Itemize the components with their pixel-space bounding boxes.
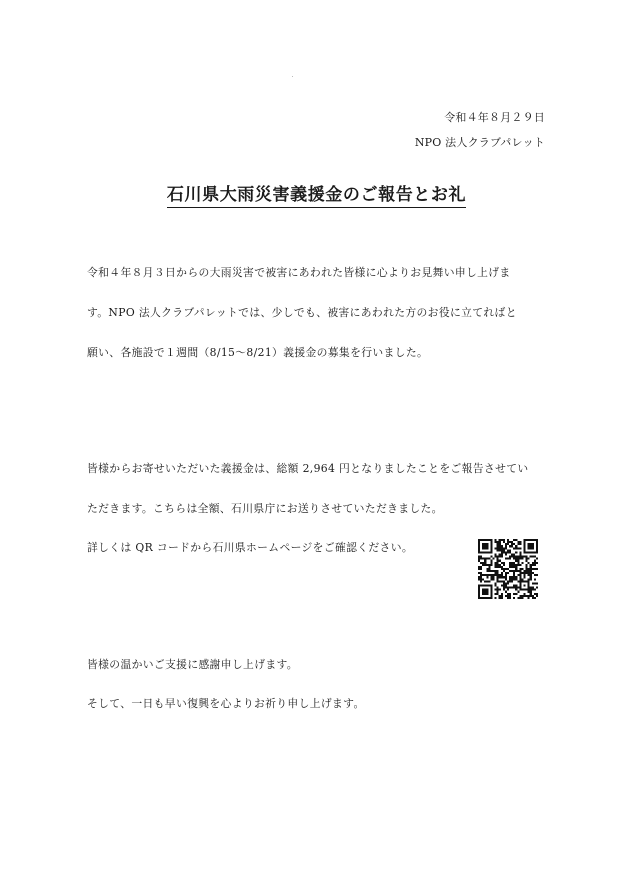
paragraph-3-line-1: 皆様の温かいご支援に感謝申し上げます。: [87, 658, 298, 671]
paragraph-3-line-2: そして、一日も早い復興を心よりお祈り申し上げます。: [87, 697, 365, 710]
letter-date: 令和４年８月２９日: [444, 111, 545, 124]
paragraph-2-line-1: 皆様からお寄せいただいた義援金は、総額 2,964 円となりましたことをご報告させてい: [87, 462, 529, 475]
paragraph-1-line-3: 願い、各施設で１週間（8/15〜8/21）義援金の募集を行いました。: [87, 346, 429, 359]
sender-organization: NPO 法人クラブパレット: [414, 136, 545, 149]
scan-speck: [292, 76, 293, 77]
paragraph-2-line-3: 詳しくは QR コードから石川県ホームページをご確認ください。: [87, 541, 413, 554]
paragraph-2-line-2: ただきます。こちらは全額、石川県庁にお送りさせていただきました。: [87, 502, 443, 515]
document-title-wrap: [0, 180, 633, 208]
paragraph-1-line-2: す。NPO 法人クラブパレットでは、少しでも、被害にあわれた方のお役に立てればと: [87, 306, 517, 319]
paragraph-1-line-1: 令和４年８月３日からの大雨災害で被害にあわれた皆様に心よりお見舞い申し上げま: [87, 266, 511, 279]
document-title: 石川県大雨災害義援金のご報告とお礼: [167, 180, 466, 208]
qr-code-icon[interactable]: [478, 539, 538, 599]
